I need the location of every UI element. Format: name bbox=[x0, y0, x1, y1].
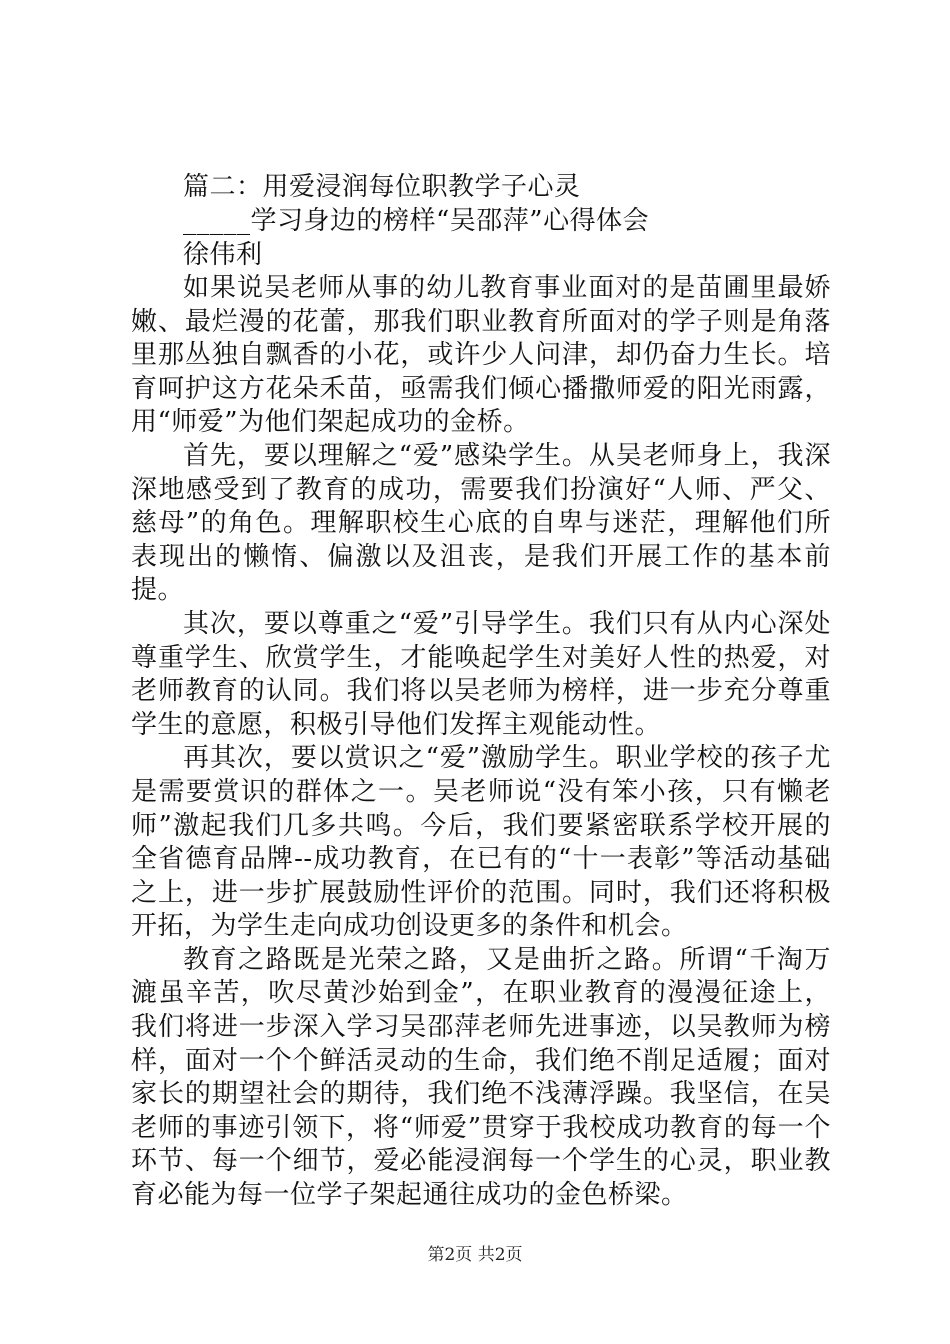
paragraph-appreciation: 再其次，要以赏识之“爱”激励学生。职业学校的孩子尤是需要赏识的群体之一。吴老师说“没有笨小孩，只有懒老师”激起我们几多共鸣。今后，我们要紧密联系学校开展的全省德育品牌--成功教育，在已有的“十一表彰”等活动基础之上，进一步扩展鼓励性评价的范围。同时，我们还将积极开拓，为学生走向成功创设更多的条件和机会。 bbox=[131, 743, 831, 942]
document-body bbox=[131, 170, 831, 1213]
document-author: 徐伟利 bbox=[183, 240, 263, 270]
paragraph-intro: 如果说吴老师从事的幼儿教育事业面对的是苗圃里最娇嫩、最烂漫的花蕾，那我们职业教育所面对的学子则是角落里那丛独自飘香的小花，或许少人问津，却仍奋力生长。培育呵护这方花朵禾苗，亟需我们倾心播撒师爱的阳光雨露，用“师爱”为他们架起成功的金桥。 bbox=[131, 273, 831, 438]
document-subtitle: _____学习身边的榜样“吴邵萍”心得体会 bbox=[183, 206, 650, 236]
document-title: 篇二：用爱浸润每位职教学子心灵 bbox=[183, 172, 581, 202]
page-number-footer: 第2页 共2页 bbox=[427, 1245, 523, 1265]
paragraph-respect: 其次，要以尊重之“爱”引导学生。我们只有从内心深处尊重学生、欣赏学生，才能唤起学生对美好人性的热爱，对老师教育的认同。我们将以吴老师为榜样，进一步充分尊重学生的意愿，积极引导他们发挥主观能动性。 bbox=[131, 608, 831, 740]
paragraph-conclusion: 教育之路既是光荣之路，又是曲折之路。所谓“千淘万漉虽辛苦，吹尽黄沙始到金”，在职业教育的漫漫征途上，我们将进一步深入学习吴邵萍老师先进事迹，以吴教师为榜样，面对一个个鲜活灵动的生命，我们绝不削足适履；面对家长的期望社会的期待，我们绝不浅薄浮躁。我坚信，在吴老师的事迹引领下，将“师爱”贯穿于我校成功教育的每一个环节、每一个细节，爱必能浸润每一个学生的心灵，职业教育必能为每一位学子架起通往成功的金色桥梁。 bbox=[131, 944, 831, 1211]
paragraph-understanding: 首先，要以理解之“爱”感染学生。从吴老师身上，我深深地感受到了教育的成功，需要我们扮演好“人师、严父、慈母”的角色。理解职校生心底的自卑与迷茫，理解他们所表现出的懒惰、偏激以及沮丧，是我们开展工作的基本前提。 bbox=[131, 440, 831, 606]
